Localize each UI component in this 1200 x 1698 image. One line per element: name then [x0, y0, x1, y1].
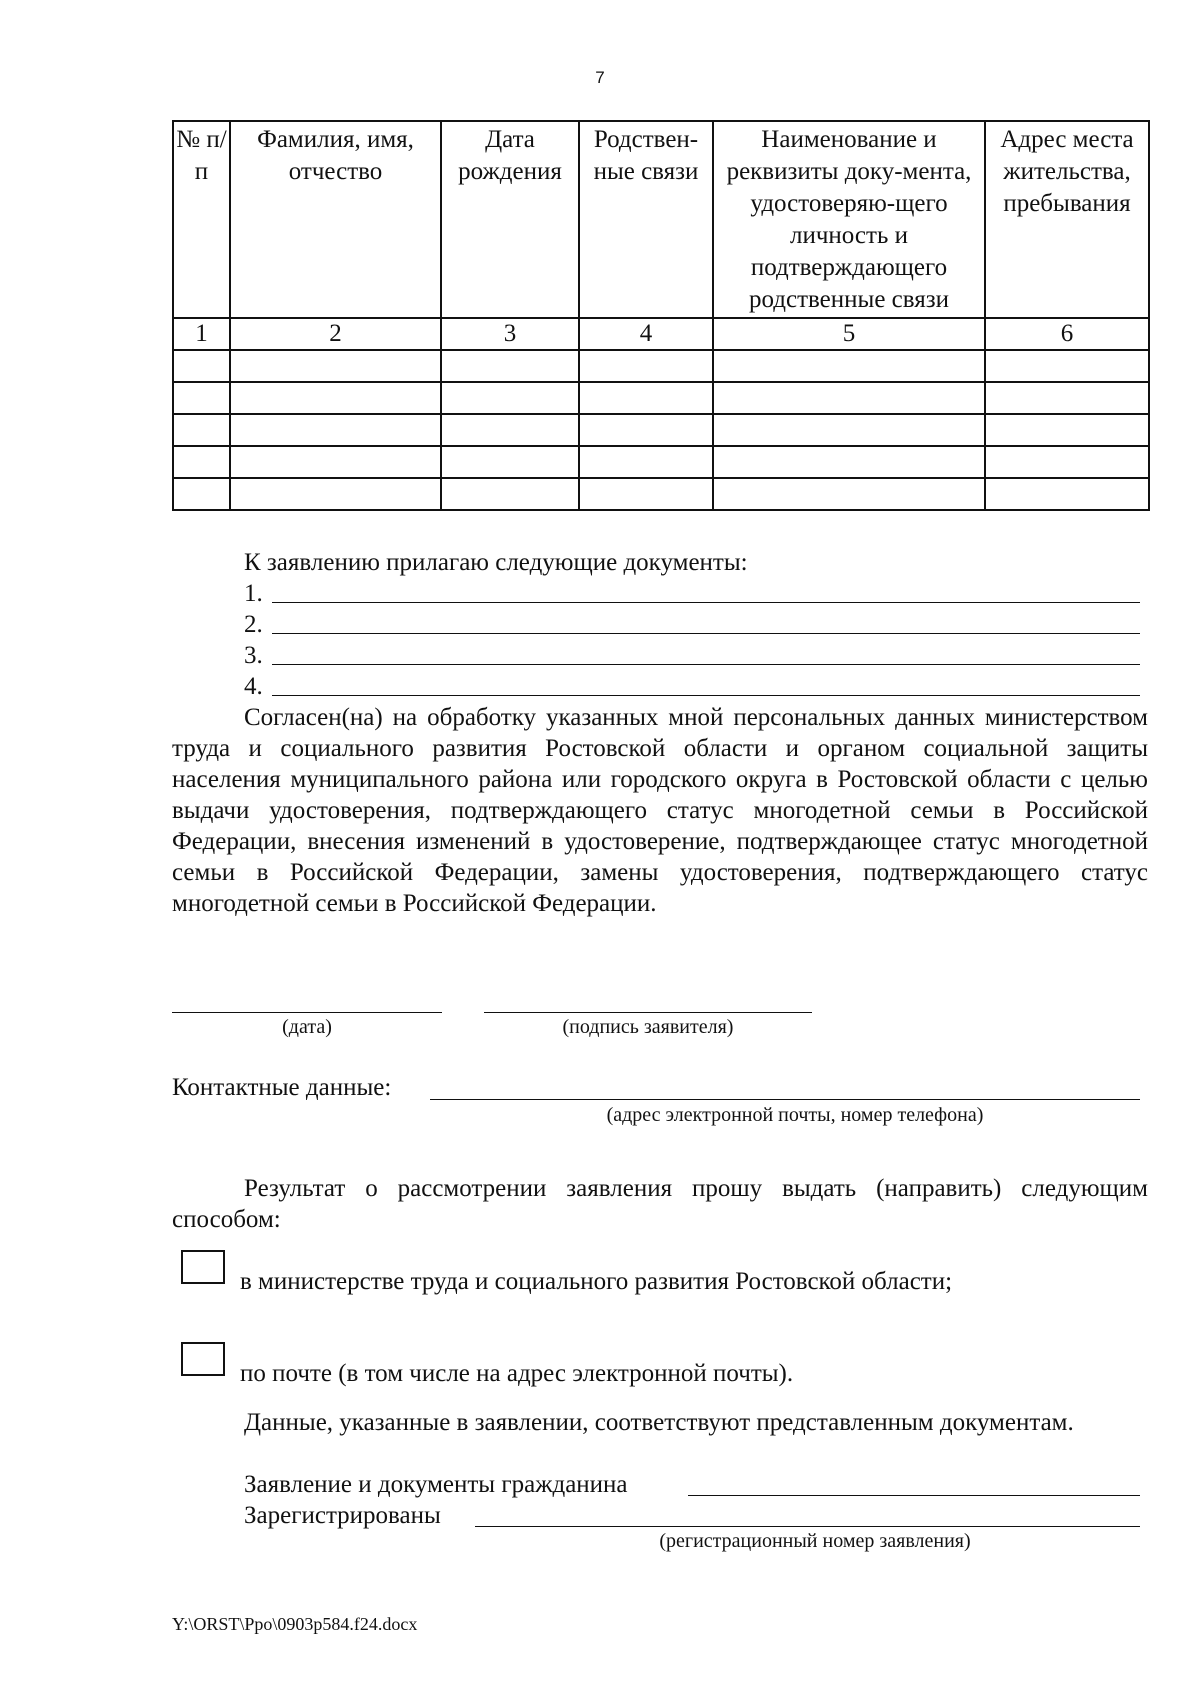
- footer-file-path: Y:\ORST\Ppo\0903p584.f24.docx: [172, 1614, 418, 1634]
- table-cell[interactable]: [985, 414, 1149, 446]
- table-cell[interactable]: [713, 350, 985, 382]
- table-cell[interactable]: [985, 478, 1149, 510]
- table-cell[interactable]: [441, 382, 579, 414]
- column-number: 6: [985, 318, 1149, 350]
- table-cell[interactable]: [579, 446, 713, 478]
- table-cell[interactable]: [173, 414, 230, 446]
- attachment-line-4[interactable]: [272, 695, 1140, 696]
- table-row: [173, 382, 1149, 414]
- documents-line[interactable]: [688, 1495, 1140, 1496]
- registration-caption: (регистрационный номер заявления): [659, 1530, 971, 1552]
- option-mail-label: по почте (в том числе на адрес электронной почты).: [240, 1360, 794, 1387]
- table-row: [173, 414, 1149, 446]
- table-row: [173, 350, 1149, 382]
- contacts-caption: (адрес электронной почты, номер телефона): [606, 1104, 984, 1126]
- table-cell[interactable]: [173, 382, 230, 414]
- signature-caption: (подпись заявителя): [562, 1016, 734, 1038]
- attachment-line-3[interactable]: [272, 664, 1140, 665]
- page-number: 7: [595, 68, 605, 87]
- table-cell[interactable]: [173, 350, 230, 382]
- attachments-intro: К заявлению прилагаю следующие документы:: [244, 549, 748, 576]
- table-cell[interactable]: [579, 382, 713, 414]
- table-cell[interactable]: [713, 446, 985, 478]
- table-cell[interactable]: [230, 446, 441, 478]
- contacts-label: Контактные данные:: [172, 1074, 392, 1101]
- table-cell[interactable]: [441, 350, 579, 382]
- table-cell[interactable]: [985, 446, 1149, 478]
- table-cell[interactable]: [985, 382, 1149, 414]
- date-caption: (дата): [282, 1016, 332, 1038]
- table-row: [173, 478, 1149, 510]
- header-identity-document: Наименование и реквизиты доку-мента, удостоверяю-щего личность и подтверждающего родственные связи: [713, 121, 985, 318]
- table-cell[interactable]: [579, 414, 713, 446]
- attachment-number: 3.: [244, 642, 263, 669]
- attachment-line-2[interactable]: [272, 633, 1140, 634]
- table-cell[interactable]: [441, 478, 579, 510]
- table-cell[interactable]: [441, 446, 579, 478]
- documents-label: Заявление и документы гражданина: [244, 1471, 628, 1498]
- column-number: 1: [173, 318, 230, 350]
- header-number: № п/п: [173, 121, 230, 318]
- column-number: 4: [579, 318, 713, 350]
- table-cell[interactable]: [985, 350, 1149, 382]
- table-cell[interactable]: [230, 414, 441, 446]
- table-header-row: [173, 121, 1149, 318]
- header-full-name: Фамилия, имя, отчество: [230, 121, 441, 318]
- registered-label: Зарегистрированы: [244, 1502, 441, 1529]
- column-number: 5: [713, 318, 985, 350]
- table-cell[interactable]: [230, 382, 441, 414]
- contacts-line[interactable]: [430, 1099, 1140, 1100]
- table-cell[interactable]: [230, 350, 441, 382]
- column-numbers-row: [173, 318, 1149, 350]
- attachment-number: 1.: [244, 580, 263, 607]
- attachment-line-1[interactable]: [272, 602, 1140, 603]
- attachment-number: 2.: [244, 611, 263, 638]
- table-cell[interactable]: [230, 478, 441, 510]
- table-cell[interactable]: [579, 478, 713, 510]
- table-cell[interactable]: [441, 414, 579, 446]
- family-members-table: [172, 120, 1150, 511]
- table-cell[interactable]: [173, 446, 230, 478]
- attachment-number: 4.: [244, 673, 263, 700]
- result-paragraph: Результат о рассмотрении заявления прошу выдать (направить) следующим способом:: [172, 1175, 1148, 1233]
- header-relationship: Родствен-ные связи: [579, 121, 713, 318]
- table-cell[interactable]: [579, 350, 713, 382]
- registration-number-line[interactable]: [475, 1526, 1140, 1527]
- table-cell[interactable]: [713, 414, 985, 446]
- column-number: 2: [230, 318, 441, 350]
- signature-line[interactable]: [484, 1012, 812, 1013]
- table-row: [173, 446, 1149, 478]
- table-cell[interactable]: [173, 478, 230, 510]
- confirmation-paragraph: Данные, указанные в заявлении, соответствуют представленным документам.: [244, 1409, 1074, 1436]
- option-ministry-label: в министерстве труда и социального развития Ростовской области;: [240, 1268, 953, 1295]
- date-line[interactable]: [172, 1012, 442, 1013]
- header-birth-date: Дата рождения: [441, 121, 579, 318]
- table-cell[interactable]: [713, 382, 985, 414]
- consent-paragraph: Согласен(на) на обработку указанных мной персональных данных министерством труда и социального развития Ростовской области и органом социальной защиты населения муниципального района или городского округа в Ростовской области с целью выдачи удостоверения, подтверждающего статус многодетной семьи в Российской Федерации, внесения изменений в удостоверение, подтверждающее статус многодетной семьи в Российской Федерации, замены удостоверения, подтверждающего статус многодетной семьи в Российской Федерации.: [172, 704, 1148, 917]
- header-address: Адрес места жительства, пребывания: [985, 121, 1149, 318]
- checkbox-mail[interactable]: [181, 1342, 225, 1376]
- column-number: 3: [441, 318, 579, 350]
- checkbox-ministry[interactable]: [181, 1250, 225, 1284]
- table-cell[interactable]: [713, 478, 985, 510]
